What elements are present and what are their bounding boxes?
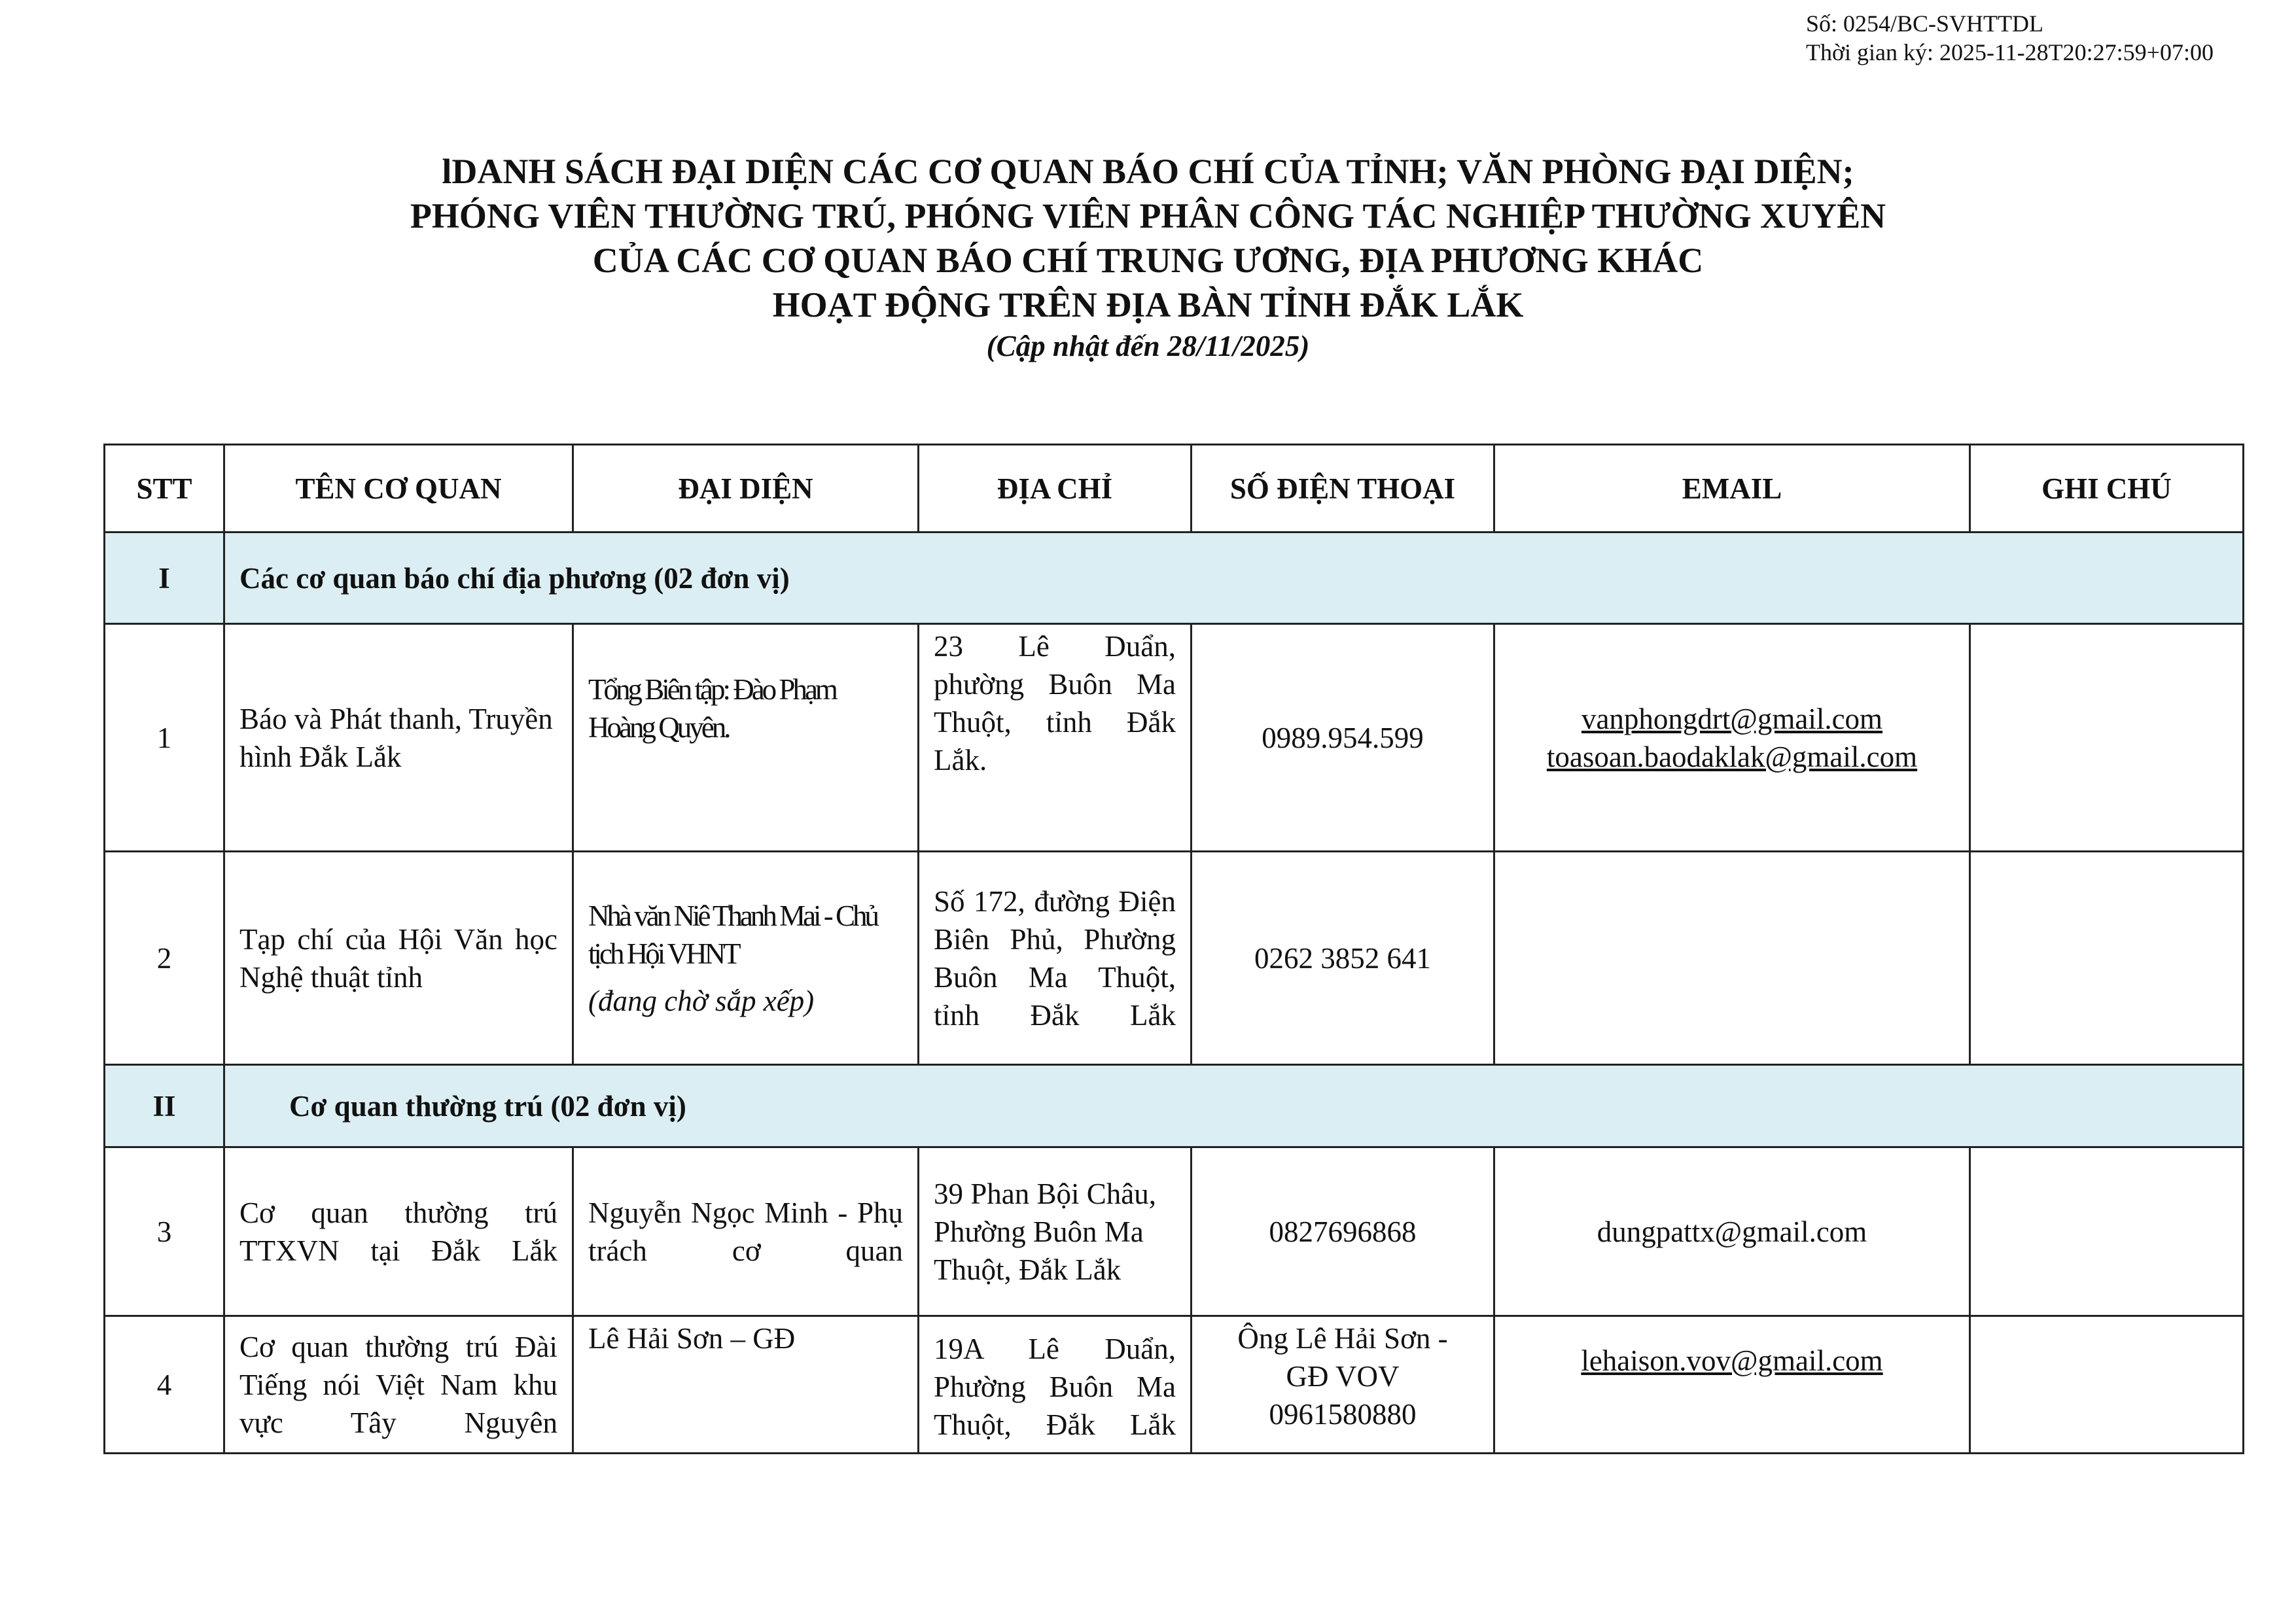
cell-phone: 0262 3852 641	[1192, 852, 1494, 1065]
section-row-resident	[105, 1065, 2244, 1147]
cell-phone: 0827696868	[1192, 1147, 1494, 1316]
email-link[interactable]: vanphongdrt@gmail.com	[1581, 702, 1883, 735]
email-link[interactable]: toasoan.baodaklak@gmail.com	[1546, 740, 1918, 773]
cell-address: 39 Phan Bội Châu, Phường Buôn Ma Thuột, Đắk Lắk	[919, 1147, 1192, 1316]
section-number: II	[105, 1065, 224, 1147]
section-number: I	[105, 532, 224, 624]
cell-address: 19A Lê Duẩn, Phường Buôn Ma Thuột, Đắk Lắk	[919, 1316, 1192, 1454]
title-line-4: HOẠT ĐỘNG TRÊN ĐỊA BÀN TỈNH ĐẮK LẮK	[772, 285, 1524, 324]
phone-contact-title: GĐ VOV	[1286, 1360, 1400, 1393]
cell-email	[1494, 852, 1970, 1065]
document-meta	[1806, 9, 2214, 67]
cell-stt: 2	[105, 852, 224, 1065]
cell-representative: Tổng Biên tập: Đào Phạm Hoàng Quyên.	[573, 624, 919, 852]
header-address: ĐỊA CHỈ	[919, 445, 1192, 532]
section-label: Cơ quan thường trú (02 đơn vị)	[224, 1065, 2244, 1147]
press-agency-table	[103, 444, 2244, 1454]
title-line-3: CỦA CÁC CƠ QUAN BÁO CHÍ TRUNG ƯƠNG, ĐỊA PHƯƠNG KHÁC	[592, 241, 1704, 280]
header-agency-name: TÊN CƠ QUAN	[224, 445, 573, 532]
cell-stt: 1	[105, 624, 224, 852]
table-row	[105, 1147, 2244, 1316]
cell-phone	[1192, 1316, 1494, 1454]
table-row	[105, 624, 2244, 852]
cell-stt: 4	[105, 1316, 224, 1454]
email-link[interactable]: lehaison.vov@gmail.com	[1581, 1344, 1883, 1377]
cell-address: Số 172, đường Điện Biên Phủ, Phường Buôn Ma Thuột, tỉnh Đắk Lắk	[919, 852, 1192, 1065]
representative-status: (đang chờ sắp xếp)	[588, 984, 815, 1017]
table-row	[105, 1316, 2244, 1454]
header-phone: SỐ ĐIỆN THOẠI	[1192, 445, 1494, 532]
cell-note	[1970, 624, 2244, 852]
header-note: GHI CHÚ	[1970, 445, 2244, 532]
cell-note	[1970, 852, 2244, 1065]
cell-representative	[573, 852, 919, 1065]
table-header-row	[105, 445, 2244, 532]
update-date: (Cập nhật đến 28/11/2025)	[986, 330, 1310, 362]
cell-agency-name: Cơ quan thường trú Đài Tiếng nói Việt Nam khu vực Tây Nguyên	[224, 1316, 573, 1454]
table-row	[105, 852, 2244, 1065]
cell-email	[1494, 1316, 1970, 1454]
cell-address: 23 Lê Duẩn, phường Buôn Ma Thuột, tỉnh Đắk Lắk.	[919, 624, 1192, 852]
signed-time: Thời gian ký: 2025-11-28T20:27:59+07:00	[1806, 39, 2214, 65]
cell-agency-name: Tạp chí của Hội Văn học Nghệ thuật tỉnh	[224, 852, 573, 1065]
phone-contact-name: Ông Lê Hải Sơn -	[1237, 1322, 1448, 1355]
cell-email	[1494, 624, 1970, 852]
cell-agency-name: Báo và Phát thanh, Truyền hình Đắk Lắk	[224, 624, 573, 852]
cell-email: dungpattx@gmail.com	[1494, 1147, 1970, 1316]
header-email: EMAIL	[1494, 445, 1970, 532]
section-row-local	[105, 532, 2244, 624]
header-stt: STT	[105, 445, 224, 532]
cell-representative: Lê Hải Sơn – GĐ	[573, 1316, 919, 1454]
document-number: Số: 0254/BC-SVHTTDL	[1806, 10, 2044, 37]
document-title	[0, 149, 2296, 365]
cell-agency-name: Cơ quan thường trú TTXVN tại Đắk Lắk	[224, 1147, 573, 1316]
phone-number: 0961580880	[1269, 1398, 1417, 1431]
title-line-2: PHÓNG VIÊN THƯỜNG TRÚ, PHÓNG VIÊN PHÂN CÔNG TÁC NGHIỆP THƯỜNG XUYÊN	[410, 196, 1886, 236]
cell-representative: Nguyễn Ngọc Minh - Phụ trách cơ quan	[573, 1147, 919, 1316]
representative-name: Nhà văn Niê Thanh Mai - Chủ tịch Hội VHNT	[588, 899, 877, 970]
cell-note	[1970, 1147, 2244, 1316]
title-line-1: lDANH SÁCH ĐẠI DIỆN CÁC CƠ QUAN BÁO CHÍ CỦA TỈNH; VĂN PHÒNG ĐẠI DIỆN;	[442, 152, 1854, 191]
cell-phone: 0989.954.599	[1192, 624, 1494, 852]
section-label: Các cơ quan báo chí địa phương (02 đơn vị)	[224, 532, 2244, 624]
cell-stt: 3	[105, 1147, 224, 1316]
header-representative: ĐẠI DIỆN	[573, 445, 919, 532]
cell-note	[1970, 1316, 2244, 1454]
